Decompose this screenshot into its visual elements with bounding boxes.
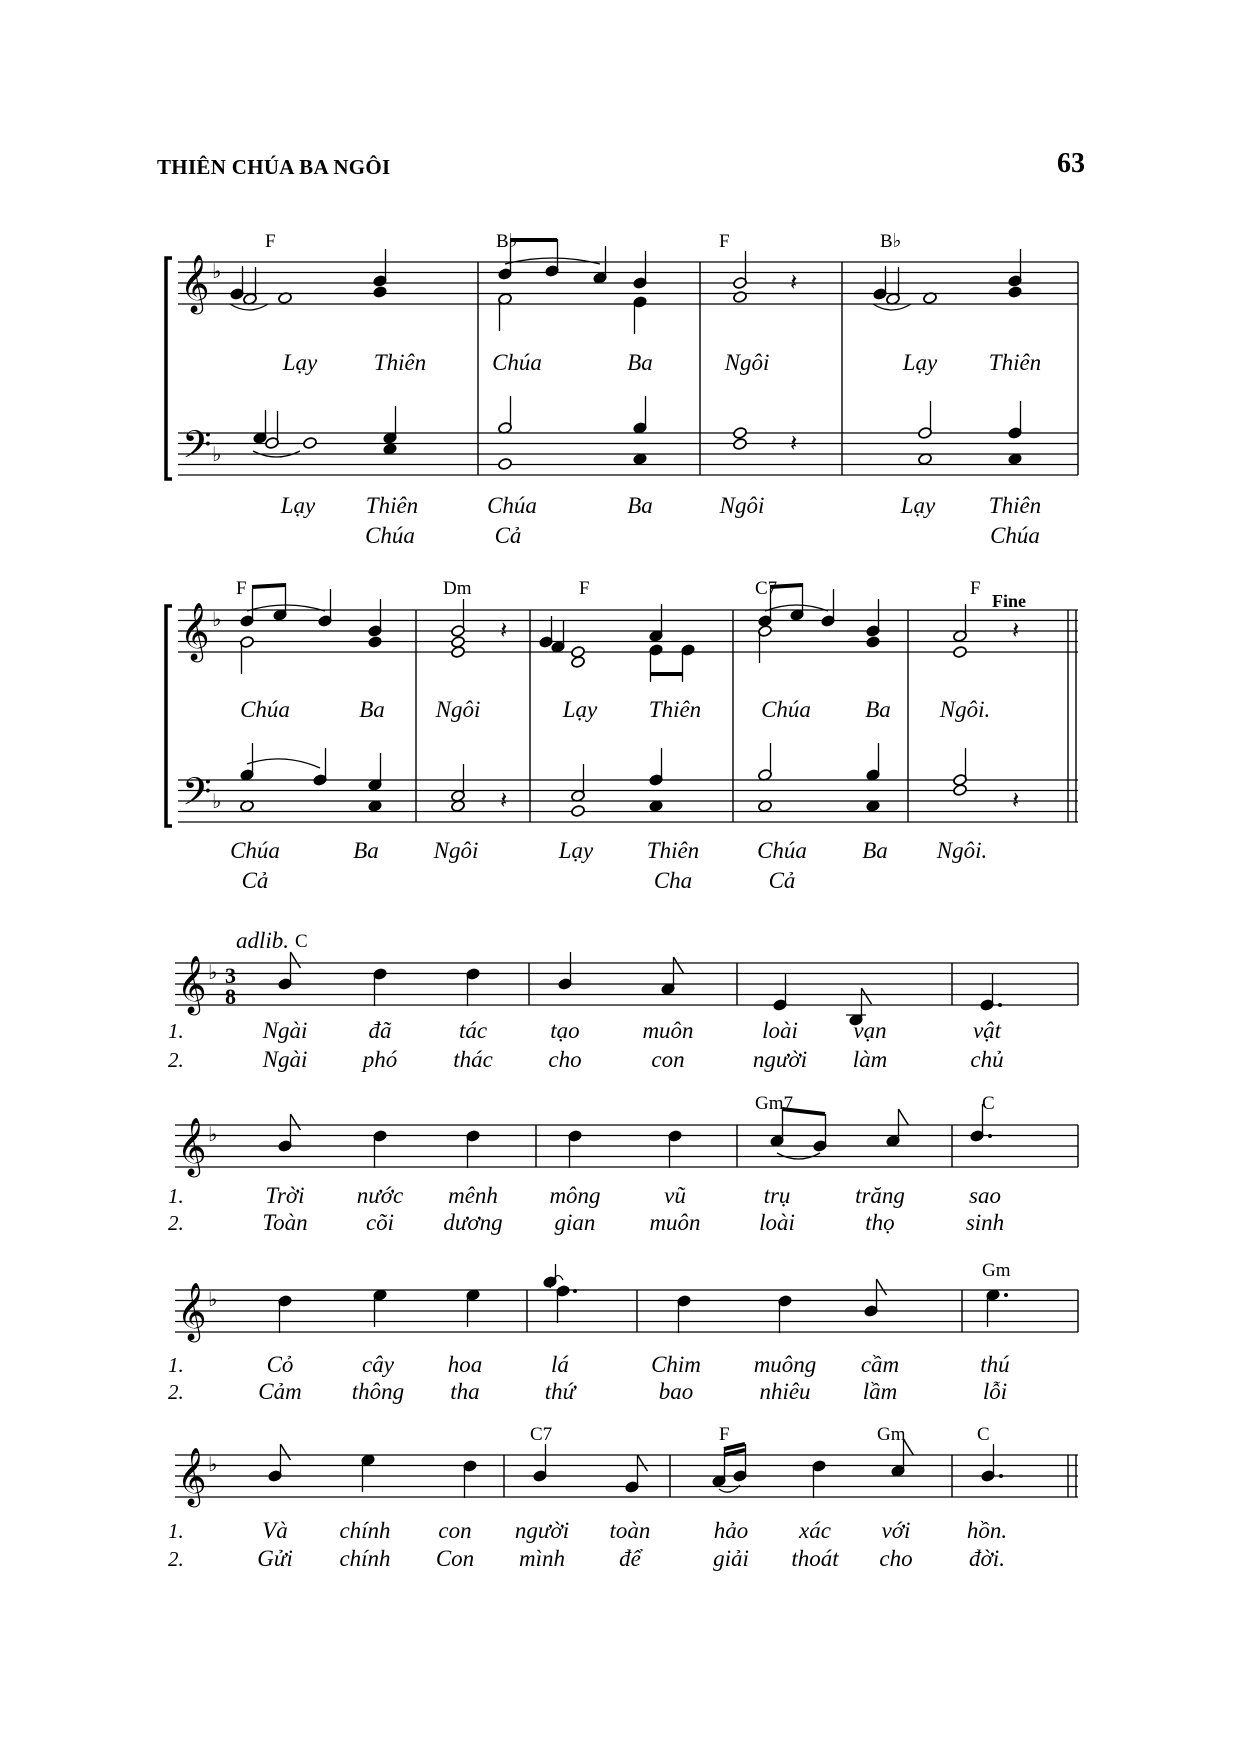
lyric-word: Ngôi. — [939, 697, 991, 722]
score-texts — [168, 231, 1041, 1571]
verse-number: 2. — [168, 1380, 184, 1404]
lyric-word: xác — [799, 1518, 831, 1543]
lyric-word: người — [752, 1047, 808, 1072]
treble-clef: 𝄞 — [180, 255, 210, 311]
lyric-word: Trời — [265, 1183, 305, 1208]
lyric-word: đời. — [969, 1546, 1005, 1571]
key-flat: ♭ — [208, 1289, 218, 1311]
key-flat: ♭ — [212, 261, 222, 283]
chord-symbol: F — [970, 578, 981, 599]
lyric-word: mông — [549, 1183, 601, 1208]
key-flat: ♭ — [212, 791, 222, 813]
lyric-word: vũ — [664, 1183, 686, 1208]
chord-symbol: F — [579, 578, 590, 599]
treble-clef: 𝄞 — [177, 1283, 207, 1339]
lyric-word: Và — [262, 1518, 288, 1543]
verse-number: 2. — [168, 1211, 184, 1235]
lyric-word: Cỏ — [266, 1352, 294, 1377]
chord-symbol: B♭ — [496, 231, 518, 252]
lyric-word: muôn — [649, 1210, 701, 1235]
lyric-word: sao — [969, 1183, 1001, 1208]
lyric-word: loài — [759, 1210, 795, 1235]
dot — [988, 1134, 992, 1138]
note-head — [733, 427, 748, 440]
lyric-word: Chúa — [990, 523, 1040, 548]
lyric-word: cầm — [860, 1352, 900, 1377]
lyric-word: trăng — [855, 1183, 905, 1208]
lyric-word: muông — [753, 1352, 817, 1377]
lyric-word: sinh — [965, 1210, 1005, 1235]
dot — [998, 1003, 1002, 1007]
lyric-word: Cả — [494, 523, 522, 548]
lyric-word: Lạy — [282, 350, 318, 375]
lyric-word: gian — [554, 1210, 596, 1235]
note-flag — [291, 952, 301, 968]
page-number: 63 — [1057, 148, 1085, 179]
note-beam — [724, 1450, 745, 1455]
lyric-word: con — [651, 1047, 685, 1072]
bass-clef: 𝄢 — [182, 771, 212, 822]
lyric-word: thọ — [865, 1210, 895, 1235]
quarter-rest: 𝄽 — [1012, 618, 1020, 644]
lyric-word: Ngôi — [435, 697, 481, 722]
quarter-rest: 𝄽 — [1012, 788, 1020, 814]
verse-number: 2. — [168, 1547, 184, 1571]
lyric-word: vạn — [853, 1018, 887, 1043]
lyric-word: mênh — [448, 1183, 498, 1208]
note-beam — [252, 585, 285, 587]
slur — [873, 304, 911, 310]
slur — [505, 258, 600, 264]
lyric-word: với — [881, 1518, 911, 1543]
chord-symbol: B♭ — [880, 231, 902, 252]
lyric-word: Thiên — [373, 350, 427, 375]
note-flag — [862, 988, 872, 1004]
chord-symbol: Dm — [443, 578, 472, 599]
fine-marking: Fine — [992, 591, 1026, 611]
chord-symbol: F — [265, 231, 276, 252]
time-signature-top: 3 — [225, 963, 236, 988]
lyric-word: giải — [713, 1546, 749, 1571]
song-title: THIÊN CHÚA BA NGÔI — [157, 155, 391, 179]
chord-symbol: C7 — [530, 1424, 553, 1445]
lyric-word: nước — [356, 1183, 404, 1208]
chord-symbol: C — [977, 1424, 990, 1445]
lyric-word: Con — [435, 1546, 475, 1571]
lyric-word: vật — [972, 1018, 1002, 1043]
lyric-word: Cả — [241, 868, 269, 893]
verse-number: 1. — [168, 1019, 184, 1043]
key-flat: ♭ — [208, 962, 218, 984]
lyric-word: Ngôi. — [936, 838, 988, 863]
note-flag — [899, 1109, 909, 1125]
lyric-word: Ba — [353, 838, 379, 863]
lyric-word: Thiên — [648, 697, 702, 722]
lyric-word: người — [514, 1518, 570, 1543]
lyric-word: mình — [519, 1546, 565, 1571]
lyric-word: Lạy — [562, 697, 598, 722]
lyric-word: Ngôi — [433, 838, 479, 863]
lyric-word: toàn — [609, 1518, 651, 1543]
lyric-word: chủ — [970, 1047, 1004, 1072]
lyric-word: thông — [351, 1379, 405, 1404]
lyric-word: Ba — [359, 697, 385, 722]
lyric-word: trụ — [763, 1183, 791, 1208]
lyric-word: Chúa — [492, 350, 542, 375]
lyric-word: Chúa — [761, 697, 811, 722]
lyric-word: Gửi — [257, 1546, 293, 1571]
lyric-word: thú — [980, 1352, 1010, 1377]
lyric-word: nhiêu — [759, 1379, 811, 1404]
note-flag — [291, 1114, 301, 1130]
lyric-word: Thiên — [646, 838, 700, 863]
lyric-word: cây — [362, 1352, 394, 1377]
quarter-rest: 𝄽 — [790, 270, 798, 296]
lyric-word: Ngài — [262, 1018, 308, 1043]
note-head — [733, 291, 748, 304]
lyric-word: Thiên — [988, 350, 1042, 375]
note-head — [451, 646, 466, 659]
lyric-word: lá — [551, 1352, 569, 1377]
lyric-word: Cảm — [258, 1379, 302, 1404]
verse-number: 2. — [168, 1048, 184, 1072]
lyric-word: chính — [339, 1546, 391, 1571]
note-head — [303, 437, 318, 450]
lyric-word: Chúa — [757, 838, 807, 863]
lyric-word: Lạy — [280, 493, 316, 518]
key-flat: ♭ — [208, 1124, 218, 1146]
adlib-marking: adlib. — [236, 928, 290, 953]
verse-number: 1. — [168, 1519, 184, 1543]
quarter-rest: 𝄽 — [790, 431, 798, 457]
lyric-word: loài — [762, 1018, 798, 1043]
lyric-word: Chúa — [487, 493, 537, 518]
lyric-word: Ba — [865, 697, 891, 722]
chord-symbol: F — [719, 1424, 730, 1445]
chord-symbol: Gm — [982, 1260, 1011, 1281]
note-head — [733, 438, 748, 451]
lyric-word: bao — [658, 1379, 694, 1404]
quarter-rest: 𝄽 — [500, 618, 508, 644]
note-head — [953, 784, 968, 797]
lyric-word: thứ — [544, 1379, 576, 1404]
lyric-word: Ba — [862, 838, 888, 863]
note-head — [1008, 286, 1023, 299]
note-head — [498, 458, 513, 471]
lyric-word: làm — [852, 1047, 888, 1072]
lyric-word: Ba — [627, 350, 653, 375]
key-flat: ♭ — [208, 1454, 218, 1476]
lyric-word: Chúa — [230, 838, 280, 863]
note-flag — [281, 1444, 291, 1460]
lyric-word: Toàn — [262, 1210, 308, 1235]
verse-number: 1. — [168, 1184, 184, 1208]
lyric-word: Thiên — [988, 493, 1042, 518]
lyric-word: Chúa — [240, 697, 290, 722]
lyric-word: muôn — [642, 1018, 694, 1043]
lyric-word: Ba — [627, 493, 653, 518]
note-head — [571, 805, 586, 818]
lyric-word: cho — [548, 1047, 582, 1072]
lyric-word: Ngôi — [719, 493, 765, 518]
chord-symbol: C — [295, 931, 308, 952]
chord-symbol: F — [236, 578, 247, 599]
lyric-word: Chúa — [365, 523, 415, 548]
lyric-word: cho — [879, 1546, 913, 1571]
lyric-word: chính — [339, 1518, 391, 1543]
lyric-word: Chim — [651, 1352, 701, 1377]
lyric-word: Cha — [653, 868, 693, 893]
key-flat: ♭ — [212, 609, 222, 631]
lyric-word: lỗi — [982, 1379, 1008, 1404]
lyric-word: hảo — [713, 1518, 749, 1543]
note-head — [373, 286, 388, 299]
lyric-word: tạo — [550, 1018, 580, 1043]
slur — [247, 759, 320, 768]
dot — [573, 1289, 577, 1293]
note-flag — [877, 1279, 887, 1295]
treble-clef: 𝄞 — [177, 956, 207, 1012]
chord-symbol: C7 — [755, 578, 778, 599]
lyric-word: thoát — [791, 1546, 839, 1571]
verse-number: 1. — [168, 1353, 184, 1377]
chord-symbol: F — [719, 231, 730, 252]
chord-symbol: C — [982, 1093, 995, 1114]
lyric-word: tha — [450, 1379, 480, 1404]
lyric-word: Cả — [768, 868, 796, 893]
lyric-word: Lạy — [900, 493, 936, 518]
note-flag — [638, 1455, 648, 1471]
note-head — [368, 636, 383, 649]
lyric-word: Ngôi — [724, 350, 770, 375]
key-flat: ♭ — [212, 444, 222, 466]
dot — [1004, 1293, 1008, 1297]
lyric-word: phó — [362, 1047, 398, 1072]
lyric-word: Ngài — [262, 1047, 308, 1072]
lyric-word: cõi — [365, 1210, 395, 1235]
treble-clef: 𝄞 — [180, 603, 210, 659]
notes — [177, 239, 1022, 1508]
lyric-word: Lạy — [902, 350, 938, 375]
lyric-word: hồn. — [966, 1518, 1008, 1543]
lyric-word: Thiên — [365, 493, 419, 518]
lyric-word: để — [619, 1546, 641, 1571]
note-head — [953, 646, 968, 659]
dot — [999, 1474, 1003, 1478]
lyric-word: dương — [443, 1210, 503, 1235]
staff-lines — [166, 258, 1078, 1497]
system-bracket — [166, 258, 172, 479]
slur — [230, 304, 268, 310]
lyric-word: hoa — [447, 1352, 483, 1377]
time-signature-bottom: 8 — [225, 984, 236, 1009]
treble-clef: 𝄞 — [177, 1448, 207, 1504]
lyric-word: tác — [458, 1018, 488, 1043]
chord-symbol: Gm — [877, 1424, 906, 1445]
quarter-rest: 𝄽 — [500, 788, 508, 814]
lyric-word: con — [438, 1518, 472, 1543]
note-head — [866, 636, 881, 649]
note-flag — [674, 957, 684, 973]
chord-symbol: Gm7 — [755, 1093, 793, 1114]
lyric-word: lầm — [862, 1379, 898, 1404]
lyric-word: đã — [368, 1018, 392, 1043]
note-head — [571, 656, 586, 669]
treble-clef: 𝄞 — [177, 1118, 207, 1174]
system-bracket — [166, 606, 172, 826]
lyric-word: thác — [453, 1047, 493, 1072]
bass-clef: 𝄢 — [182, 424, 212, 475]
lyric-word: Lạy — [558, 838, 594, 863]
